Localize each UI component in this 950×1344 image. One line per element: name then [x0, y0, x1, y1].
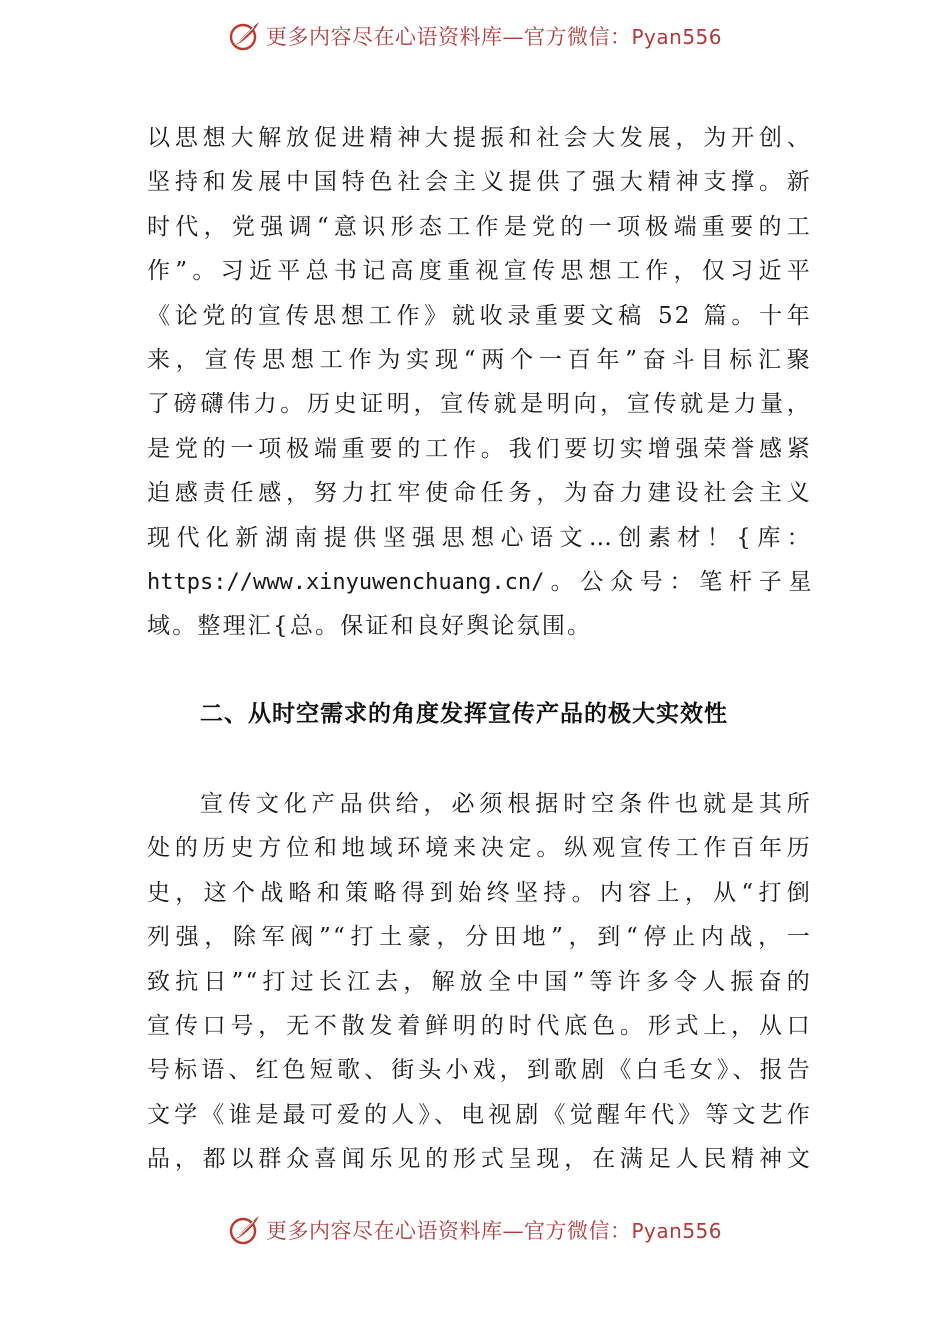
section-heading: 二、从时空需求的角度发挥宣传产品的极大实效性 [200, 701, 728, 727]
banner-text [266, 21, 722, 51]
quill-logo-icon [228, 1213, 262, 1247]
banner-text-cn: 更多内容尽在心语资料库—官方微信： [265, 25, 632, 49]
text-line: 时代，党强调“意识形态工作是党的一项极端重要的工 [147, 213, 812, 240]
text-line: 处的历史方位和地域环境来决定。纵观宣传工作百年历 [147, 835, 812, 862]
text-line: 宣传文化产品供给，必须根据时空条件也就是其所 [200, 791, 812, 817]
text-line: 以思想大解放促进精神大提振和社会大发展，为开创、 [147, 125, 812, 151]
text-line: 文学《谁是最可爱的人》、电视剧《觉醒年代》等文艺作 [147, 1101, 812, 1128]
text-line: 致抗日”“打过长江去，解放全中国”等许多令人振奋的 [147, 968, 812, 995]
text-line: 迫感责任感，努力扛牢使命任务，为奋力建设社会主义 [147, 480, 812, 507]
text-line-url [147, 560, 812, 604]
text-line: 《论党的宣传思想工作》就收录重要文稿 52 篇。十年 [147, 302, 812, 329]
text-line: 作”。习近平总书记高度重视宣传思想工作，仅习近平 [147, 258, 812, 285]
text-line: 宣传口号，无不散发着鲜明的时代底色。形式上，从口 [147, 1012, 812, 1039]
banner-text-cn: 更多内容尽在心语资料库—官方微信： [265, 1219, 632, 1243]
banner-wechat-id: Pyan556 [631, 1219, 722, 1243]
footer-banner [0, 1208, 950, 1252]
banner-wechat-id: Pyan556 [631, 25, 722, 49]
text-line: 是党的一项极端重要的工作。我们要切实增强荣誉感紧 [147, 435, 812, 462]
website-link[interactable]: https://www.xinyuwenchuang.cn/ [147, 569, 545, 595]
text-line: 品，都以群众喜闻乐见的形式呈现，在满足人民精神文 [147, 1146, 812, 1173]
text-line: 坚持和发展中国特色社会主义提供了强大精神支撑。新 [147, 169, 812, 196]
text-line-url-rest: 。公众号：笔杆子星 [544, 568, 812, 595]
text-line: 来，宣传思想工作为实现“两个一百年”奋斗目标汇聚 [147, 346, 812, 373]
text-line: 列强，除军阀”“打土豪，分田地”，到“停止内战，一 [147, 924, 812, 951]
header-banner [0, 14, 950, 58]
text-line: 域。整理汇{总。保证和良好舆论氛围。 [147, 613, 593, 640]
paragraph-2 [147, 782, 812, 1182]
banner-text [266, 1215, 722, 1245]
paragraph-1 [147, 116, 812, 649]
quill-logo-icon [228, 19, 262, 53]
text-line: 现代化新湖南提供坚强思想心语文…创素材！{库： [147, 524, 812, 551]
text-line: 了磅礴伟力。历史证明，宣传就是明向，宣传就是力量， [147, 391, 812, 418]
text-line: 史，这个战略和策略得到始终坚持。内容上，从“打倒 [147, 879, 812, 906]
text-line: 号标语、红色短歌、街头小戏，到歌剧《白毛女》、报告 [147, 1057, 812, 1084]
